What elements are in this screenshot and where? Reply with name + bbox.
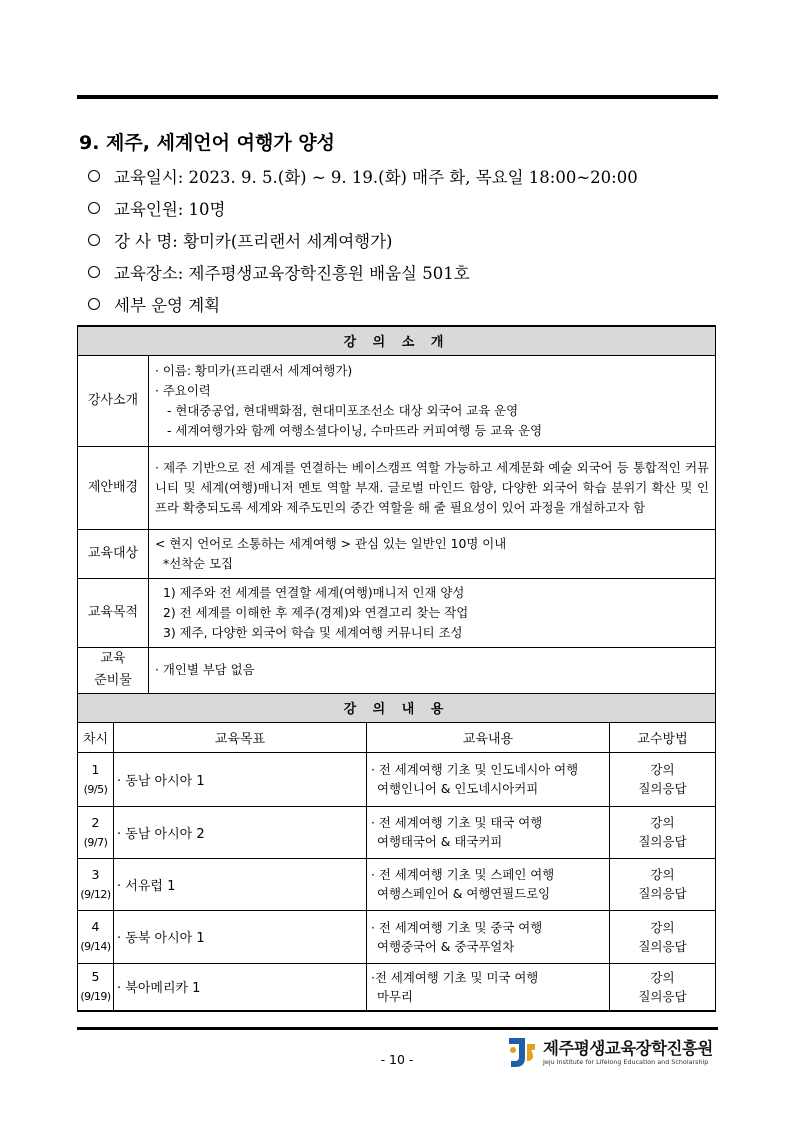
table-row	[78, 910, 716, 963]
session-goal: · 북아메리카 1	[114, 963, 367, 1011]
institute-logo	[505, 1034, 720, 1070]
session-content: · 전 세계여행 기초 및 태국 여행 여행태국어 & 태국커피	[367, 806, 610, 858]
background-row	[78, 446, 716, 529]
materials-label: 교육 준비물	[78, 647, 149, 693]
session-method: 강의 질의응답	[610, 752, 716, 806]
course-plan-table	[77, 325, 716, 1012]
page-number: - 10 -	[380, 1052, 414, 1067]
session-content: ·전 세계여행 기초 및 미국 여행 마무리	[367, 963, 610, 1011]
session-goal: · 동남 아시아 1	[114, 752, 367, 806]
instructor-row	[78, 355, 716, 446]
table-row	[78, 806, 716, 858]
session-goal: · 동북 아시아 1	[114, 910, 367, 963]
session-content: · 전 세계여행 기초 및 스페인 여행 여행스페인어 & 여행연필드로잉	[367, 858, 610, 910]
header-content: 교육내용	[367, 722, 610, 752]
bullet-plan: 세부 운영 계획	[88, 288, 728, 320]
purpose-row	[78, 578, 716, 647]
header-method: 교수방법	[610, 722, 716, 752]
header-goal: 교육목표	[114, 722, 367, 752]
circle-bullet-icon	[88, 298, 100, 310]
info-bullets	[88, 160, 728, 320]
session-number: 5 (9/19)	[78, 963, 114, 1011]
table-row	[78, 963, 716, 1011]
header-session: 차시	[78, 722, 114, 752]
background-content: · 제주 기반으로 전 세계를 연결하는 베이스캠프 역할 가능하고 세계문화 예술 외국어 등 통합적인 커뮤니티 및 세계(여행)매니저 멘토 역할 부재. 글로벌 마인드 함양, 다양한 외국어 학습 분위기 확산 및 인프라 확충되도록 세계와 제주도민의 중간 역할을 해 줄 필요성이 있어 과정을 개설하고자 함	[149, 446, 716, 529]
session-method: 강의 질의응답	[610, 806, 716, 858]
instructor-content: · 이름: 황미카(프리랜서 세계여행가) · 주요이력 - 현대중공업, 현대백화점, 현대미포조선소 대상 외국어 교육 운영 - 세계여행가와 함께 여행소셜다이닝, 수마뜨라 커피여행 등 교육 운영	[149, 355, 716, 446]
intro-section-title: 강 의 소 개	[78, 326, 716, 355]
jeju-institute-logo-mark-icon	[505, 1034, 539, 1070]
institute-name-korean: 제주평생교육장학진흥원	[543, 1039, 713, 1058]
purpose-content: 1) 제주와 전 세계를 연결할 세계(여행)매니저 인재 양성 2) 전 세계를 이해한 후 제주(경제)와 연결고리 찾는 작업 3) 제주, 다양한 외국어 학습 및 세계여행 커뮤니티 조성	[149, 578, 716, 647]
circle-bullet-icon	[88, 170, 100, 182]
bottom-rule	[77, 1027, 718, 1030]
background-label: 제안배경	[78, 446, 149, 529]
materials-content: · 개인별 부담 없음	[149, 647, 716, 693]
circle-bullet-icon	[88, 234, 100, 246]
session-content: · 전 세계여행 기초 및 인도네시아 여행 여행인니어 & 인도네시아커피	[367, 752, 610, 806]
circle-bullet-icon	[88, 266, 100, 278]
bullet-schedule: 교육일시: 2023. 9. 5.(화) ~ 9. 19.(화) 매주 화, 목요일 18:00~20:00	[88, 160, 728, 192]
session-content: · 전 세계여행 기초 및 중국 여행 여행중국어 & 중국푸얼차	[367, 910, 610, 963]
lecture-section-row	[78, 693, 716, 722]
bullet-capacity: 교육인원: 10명	[88, 192, 728, 224]
target-content: < 현지 언어로 소통하는 세계여행 > 관심 있는 일반인 10명 이내 *선착순 모집	[149, 529, 716, 578]
target-label: 교육대상	[78, 529, 149, 578]
session-number: 1 (9/5)	[78, 752, 114, 806]
table-row	[78, 752, 716, 806]
materials-row	[78, 647, 716, 693]
session-method: 강의 질의응답	[610, 858, 716, 910]
session-method: 강의 질의응답	[610, 910, 716, 963]
lecture-section-title: 강 의 내 용	[78, 693, 716, 722]
table-row	[78, 858, 716, 910]
instructor-label: 강사소개	[78, 355, 149, 446]
top-rule	[77, 95, 718, 99]
session-number: 2 (9/7)	[78, 806, 114, 858]
section-heading: 9. 제주, 세계언어 여행가 양성	[79, 132, 336, 154]
session-goal: · 서유럽 1	[114, 858, 367, 910]
session-number: 3 (9/12)	[78, 858, 114, 910]
institute-name-english: Jeju Institute for Lifelong Education and Scholarship	[543, 1058, 709, 1066]
session-goal: · 동남 아시아 2	[114, 806, 367, 858]
bullet-instructor: 강 사 명: 황미카(프리랜서 세계여행가)	[88, 224, 728, 256]
intro-section-row	[78, 326, 716, 355]
session-method: 강의 질의응답	[610, 963, 716, 1011]
purpose-label: 교육목적	[78, 578, 149, 647]
lecture-header-row	[78, 722, 716, 752]
target-row	[78, 529, 716, 578]
circle-bullet-icon	[88, 202, 100, 214]
bullet-location: 교육장소: 제주평생교육장학진흥원 배움실 501호	[88, 256, 728, 288]
session-number: 4 (9/14)	[78, 910, 114, 963]
